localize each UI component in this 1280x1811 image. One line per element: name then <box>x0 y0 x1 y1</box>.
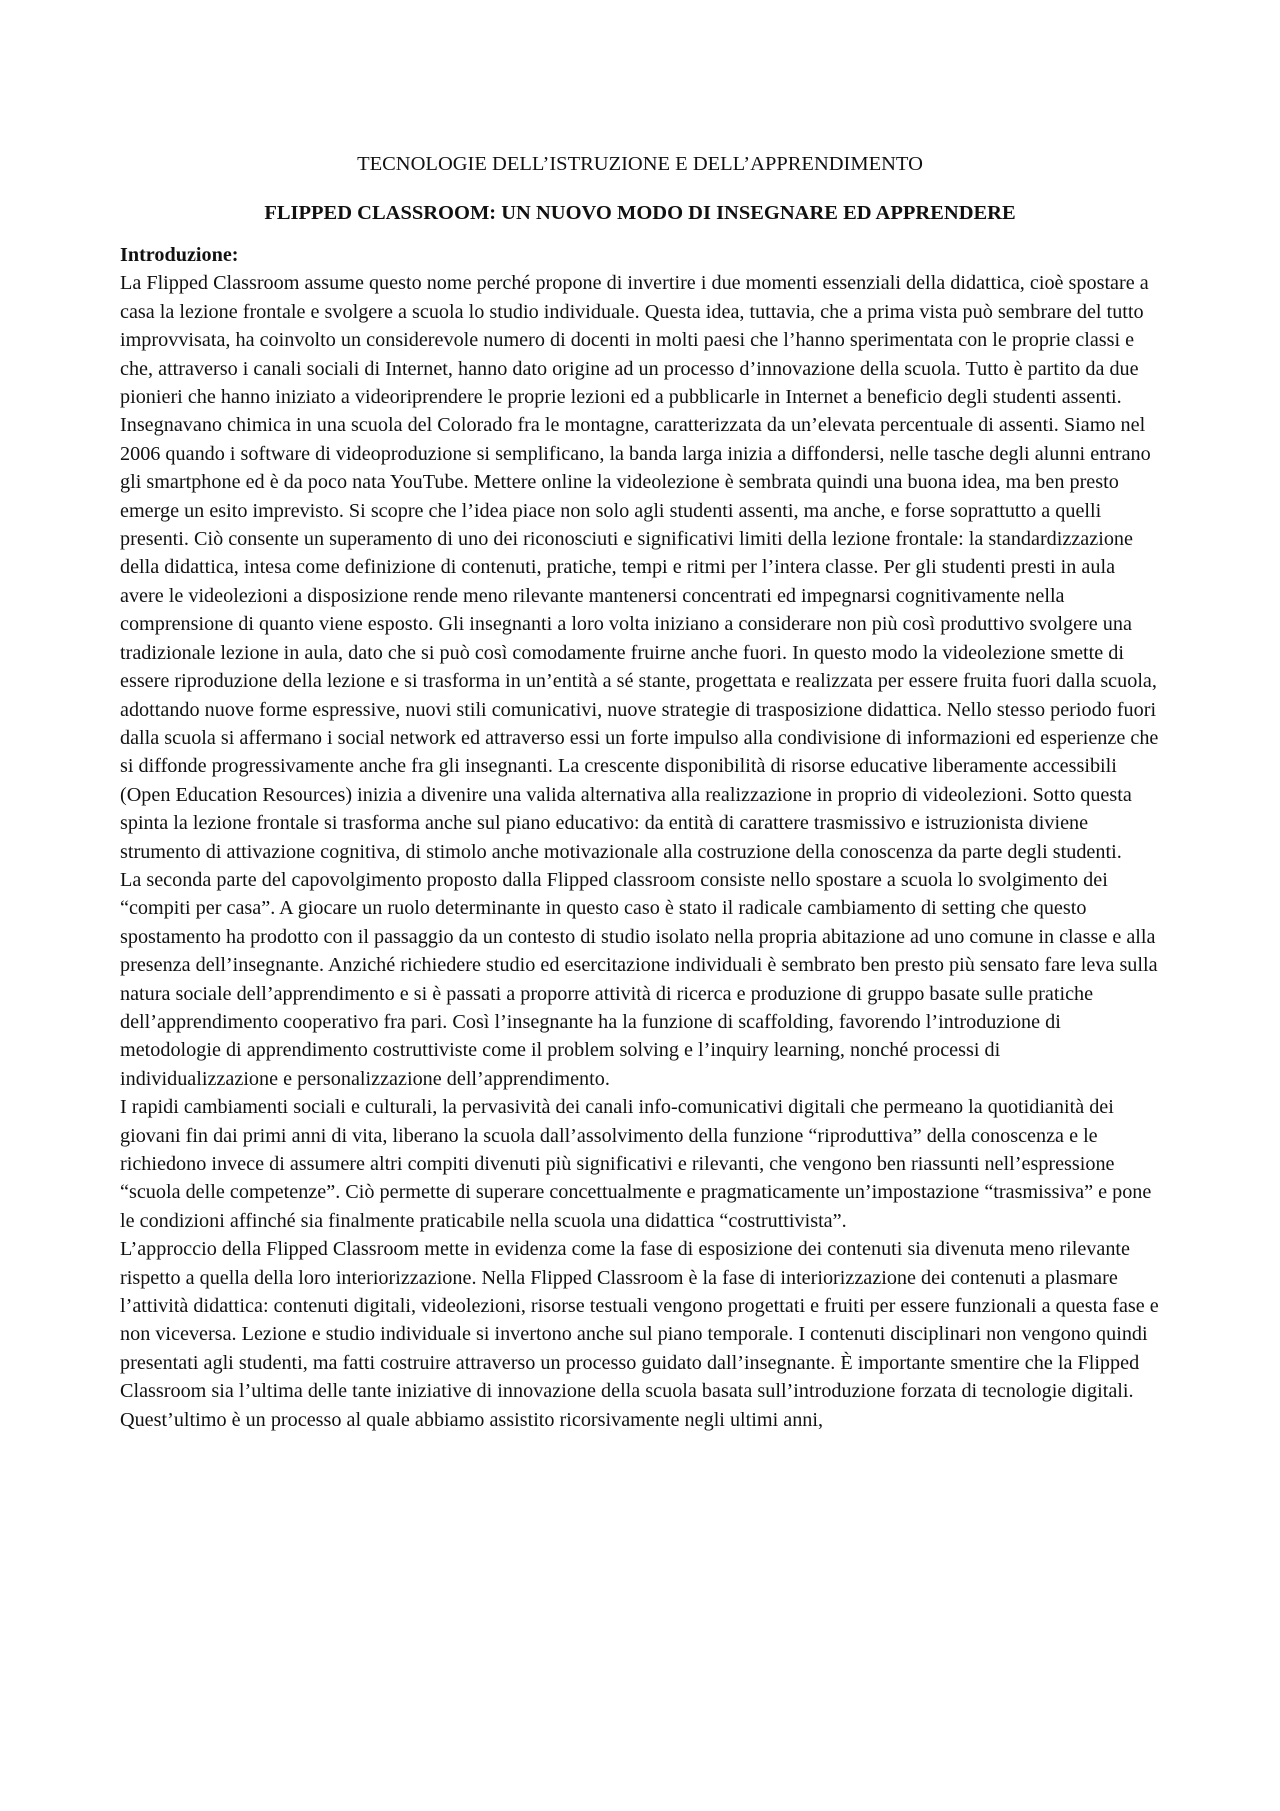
course-title: TECNOLOGIE DELL’ISTRUZIONE E DELL’APPRENDIMENTO <box>357 153 923 175</box>
section-heading: Introduzione: <box>120 244 239 266</box>
document-body <box>120 241 1161 1434</box>
paragraph: La Flipped Classroom assume questo nome perché propone di invertire i due momenti essenziali della didattica, cioè spostare a casa la lezione frontale e svolgere a scuola lo studio individuale. Questa idea, tuttavia, che a prima vista può sembrare del tutto improvvisata, ha coinvolto un considerevole numero di docenti in molti paesi che l’hanno sperimentata con le proprie classi e che, attraverso i canali sociali di Internet, hanno dato origine ad un processo d’innovazione della scuola. Tutto è partito da due pionieri che hanno iniziato a videoriprendere le proprie lezioni ed a pubblicarle in Internet a beneficio degli studenti assenti. Insegnavano chimica in una scuola del Colorado fra le montagne, caratterizzata da un’elevata percentuale di assenti. Siamo nel 2006 quando i software di videoproduzione si semplificano, la banda larga inizia a diffondersi, nelle tasche degli alunni entrano gli smartphone ed è da poco nata YouTube. Mettere online la videolezione è sembrata quindi una buona idea, ma ben presto emerge un esito imprevisto. Si scopre che l’idea piace non solo agli studenti assenti, ma anche, e forse soprattutto a quelli presenti. Ciò consente un superamento di uno dei riconosciuti e significativi limiti della lezione frontale: la standardizzazione della didattica, intesa come definizione di contenuti, pratiche, tempi e ritmi per l’intera classe. Per gli studenti presti in aula avere le videolezioni a disposizione rende meno rilevante mantenersi concentrati ed impegnarsi cognitivamente nella comprensione di quanto viene esposto. Gli insegnanti a loro volta iniziano a considerare non più così produttivo svolgere una tradizionale lezione in aula, dato che si può così comodamente fruirne anche fuori. In questo modo la videolezione smette di essere riproduzione della lezione e si trasforma in un’entità a sé stante, progettata e realizzata per essere fruita fuori dalla scuola, adottando nuove forme espressive, nuovi stili comunicativi, nuove strategie di trasposizione didattica. Nello stesso periodo fuori dalla scuola si affermano i social network ed attraverso essi un forte impulso alla condivisione di informazioni ed esperienze che si diffonde progressivamente anche fra gli insegnanti. La crescente disponibilità di risorse educative liberamente accessibili (Open Education Resources) inizia a divenire una valida alternativa alla realizzazione in proprio di videolezioni. Sotto questa spinta la lezione frontale si trasforma anche sul piano educativo: da entità di carattere trasmissivo e istruzionista diviene strumento di attivazione cognitiva, di stimolo anche motivazionale alla costruzione della conoscenza da parte degli studenti. <box>120 272 1159 863</box>
paragraph: L’approccio della Flipped Classroom mette in evidenza come la fase di esposizione dei contenuti sia divenuta meno rilevante rispetto a quella della loro interiorizzazione. Nella Flipped Classroom è la fase di interiorizzazione dei contenuti a plasmare l’attività didattica: contenuti digitali, videolezioni, risorse testuali vengono progettati e fruiti per essere funzionali a questa fase e non viceversa. Lezione e studio individuale si invertono anche sul piano temporale. I contenuti disciplinari non vengono quindi presentati agli studenti, ma fatti costruire attraverso un processo guidato dall’insegnante. È importante smentire che la Flipped Classroom sia l’ultima delle tante iniziative di innovazione della scuola basata sull’introduzione forzata di tecnologie digitali. Quest’ultimo è un processo al quale abbiamo assistito ricorsivamente negli ultimi anni, <box>120 1238 1159 1431</box>
document-title: FLIPPED CLASSROOM: UN NUOVO MODO DI INSEGNARE ED APPRENDERE <box>264 202 1016 224</box>
paragraph: I rapidi cambiamenti sociali e culturali, la pervasività dei canali info-comunicativi digitali che permeano la quotidianità dei giovani fin dai primi anni di vita, liberano la scuola dall’assolvimento della funzione “riproduttiva” della conoscenza e le richiedono invece di assumere altri compiti divenuti più significativi e rilevanti, che vengono ben riassunti nell’espressione “scuola delle competenze”. Ciò permette di superare concettualmente e pragmaticamente un’impostazione “trasmissiva” e pone le condizioni affinché sia finalmente praticabile nella scuola una didattica “costruttivista”. <box>120 1096 1152 1232</box>
paragraph: La seconda parte del capovolgimento proposto dalla Flipped classroom consiste nello spostare a scuola lo svolgimento dei “compiti per casa”. A giocare un ruolo determinante in questo caso è stato il radicale cambiamento di setting che questo spostamento ha prodotto con il passaggio da un contesto di studio isolato nella propria abitazione ad uno comune in classe e alla presenza dell’insegnante. Anziché richiedere studio ed esercitazione individuali è sembrato ben presto più sensato fare leva sulla natura sociale dell’apprendimento e si è passati a proporre attività di ricerca e produzione di gruppo basate sulle pratiche dell’apprendimento cooperativo fra pari. Così l’insegnante ha la funzione di scaffolding, favorendo l’introduzione di metodologie di apprendimento costruttiviste come il problem solving e l’inquiry learning, nonché processi di individualizzazione e personalizzazione dell’apprendimento. <box>120 868 1158 1090</box>
